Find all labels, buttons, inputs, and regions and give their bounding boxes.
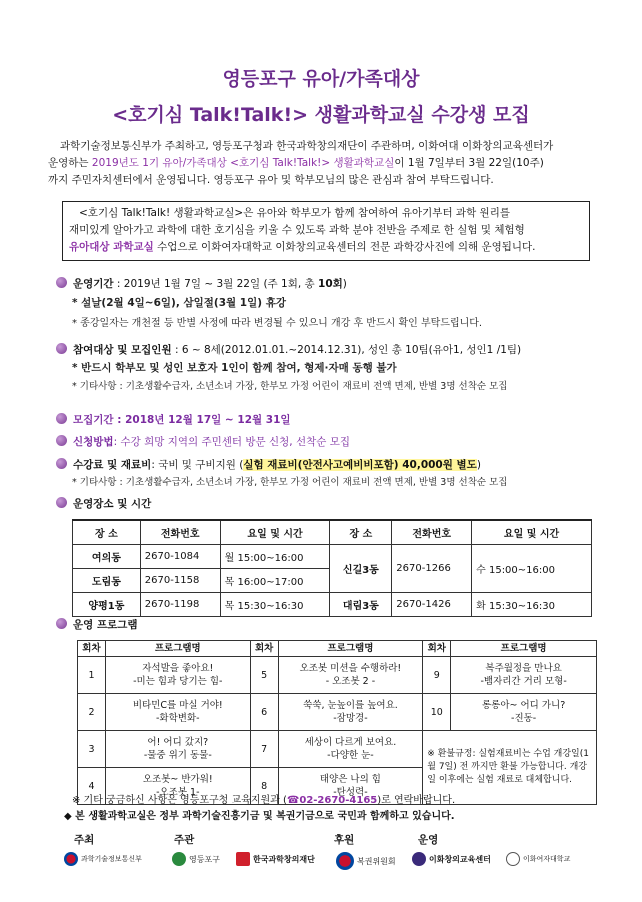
logo-text: 한국과학창의재단: [253, 854, 315, 864]
fee-value: : 국비 및 구비지원 (: [151, 459, 244, 471]
program-title: 오조봇~ 반가워!: [142, 774, 213, 785]
org-label-operator: 운영: [418, 834, 439, 846]
logo-msit: [64, 852, 142, 866]
program-number: 1: [78, 657, 106, 694]
venue-phone: 2670-1198: [140, 592, 220, 616]
program-cell: [278, 731, 423, 768]
program-subtitle: -진동-: [511, 713, 537, 724]
program-cell: [105, 731, 250, 768]
section-recruit: [56, 412, 291, 428]
venue-header: 요일 및 시간: [220, 520, 330, 544]
recruit-label: 모집기간: [73, 414, 114, 426]
bullet-icon: [56, 497, 67, 508]
program-title: 오조봇 미션을 수행하라!: [299, 663, 402, 674]
logo-ewha-univ: [506, 852, 570, 866]
intro-line2: [48, 155, 608, 172]
yeongdeungpo-logo-icon: [172, 852, 186, 866]
venue-place: 여의동: [73, 544, 141, 568]
program-header: 프로그램명: [278, 641, 423, 657]
contact-text-tail: )로 연락바랍니다.: [377, 795, 456, 806]
box-highlight: 유아대상 과학교실: [69, 241, 154, 253]
table-row: [78, 657, 597, 694]
section-fee: [56, 457, 481, 473]
venue-header-row: [73, 520, 592, 544]
program-subtitle: -오조봇 1-: [156, 787, 200, 798]
logo-kofac: [236, 852, 315, 866]
fee-highlight: 실험 재료비(안전사고예비비포함) 40,000원 별도: [243, 459, 477, 471]
period-note1: [72, 296, 286, 311]
program-subtitle: -뱀자리간 거리 모형-: [480, 676, 567, 687]
target-note1-text: * 반드시 학부모 및 성인 보호자 1인이 함께 참여, 형제·자매 동행 불가: [72, 362, 397, 374]
venue-time: 월 15:00~16:00: [220, 544, 330, 568]
org-label-organizer: 주관: [174, 834, 195, 846]
period-value: : 2019년 1월 7일 ~ 3월 22일 (주 1회, 총: [113, 278, 319, 290]
program-number: 3: [78, 731, 106, 768]
fee-close: ): [476, 459, 481, 471]
venue-header: 장 소: [330, 520, 392, 544]
program-cell: [105, 694, 250, 731]
section-venue: [56, 496, 151, 512]
msit-logo-icon: [64, 852, 78, 866]
program-cell: [278, 657, 423, 694]
target-value: : 6 ~ 8세(2012.01.01.~2014.12.31), 성인 총 10팀(유아1, 성인1 /1팀): [171, 344, 522, 356]
apply-value: : 수강 희망 지역의 주민센터 방문 신청, 선착순 모집: [113, 436, 351, 448]
table-row: [78, 694, 597, 731]
contact-text: ※ 기타 궁금하신 사항은 영등포구청 교육지원과 (: [72, 795, 287, 806]
logo-text: 영등포구: [189, 854, 220, 864]
ewha-center-logo-icon: [412, 852, 426, 866]
fee-note: * 기타사항 : 기초생활수급자, 소년소녀 가장, 한부모 가정 어린이 재료비 전액 면제, 반별 3명 선착순 모집: [72, 477, 508, 488]
section-apply: [56, 434, 350, 450]
contact-phone: ☎02-2670-4165: [286, 795, 378, 806]
venue-header: 요일 및 시간: [472, 520, 592, 544]
logo-text: 이화여자대학교: [523, 855, 571, 863]
section-program: [56, 617, 138, 633]
program-cell: [451, 657, 597, 694]
program-number: 4: [78, 768, 106, 805]
venue-place: 신길3동: [330, 544, 392, 592]
period-note1-text: * 설날(2월 4일~6일), 삼일절(3월 1일) 휴강: [72, 297, 286, 309]
logo-lottery: [336, 852, 396, 870]
intro-paragraph: [48, 138, 608, 189]
recruit-value: : 2018년 12월 17일 ~ 12월 31일: [113, 414, 291, 426]
section-period: [56, 276, 347, 292]
program-subtitle: - 오조봇 2 -: [325, 676, 376, 687]
venue-phone: 2670-1426: [392, 592, 472, 616]
box-line3-text: 수업으로 이화여자대학교 이화창의교육센터의 전문 과학강사진에 의해 운영됩니다.: [153, 241, 536, 253]
venue-phone: 2670-1084: [140, 544, 220, 568]
intro-highlight: 2019년도 1기 유아/가족대상 <호기심 Talk!Talk!> 생활과학교실: [91, 157, 395, 169]
page-title-line1: 영등포구 유아/가족대상: [222, 68, 420, 90]
apply-label: 신청방법: [73, 436, 114, 448]
venue-time: 화 15:30~16:30: [472, 592, 592, 616]
target-label: 참여대상 및 모집인원: [73, 344, 172, 356]
org-label-host: 주최: [74, 834, 95, 846]
program-title: 비타민C를 마실 거야!: [132, 700, 223, 711]
program-number: 5: [250, 657, 278, 694]
venue-time: 목 16:00~17:00: [220, 568, 330, 592]
section-target: [56, 342, 521, 358]
venue-label: 운영장소 및 시간: [73, 498, 152, 510]
target-note2: * 기타사항 : 기초생활수급자, 소년소녀 가장, 한부모 가정 어린이 재료비 전액 면제, 반별 3명 선착순 모집: [72, 381, 508, 392]
venue-place: 양평1동: [73, 592, 141, 616]
program-number: 7: [250, 731, 278, 768]
org-logos: [60, 852, 620, 874]
target-note1: [72, 361, 397, 376]
period-label: 운영기간: [73, 278, 114, 290]
logo-ewha-center: [412, 852, 491, 866]
intro-line3: 까지 주민자치센터에서 운영됩니다. 영등포구 유아 및 학부모님의 많은 관심과 참여 부탁드립니다.: [48, 174, 494, 186]
program-title: 자석발을 좋아요!: [142, 663, 214, 674]
program-number: 2: [78, 694, 106, 731]
table-row: [78, 731, 597, 768]
bullet-icon: [56, 413, 67, 424]
taegeuk-logo-icon: [336, 852, 354, 870]
program-header: 회차: [423, 641, 451, 657]
bullet-icon: [56, 618, 67, 629]
logo-text: 복권위원회: [357, 856, 396, 866]
venue-header: 전화번호: [140, 520, 220, 544]
program-subtitle: -잠망경-: [333, 713, 368, 724]
period-count: 10회: [318, 278, 343, 290]
venue-header: 장 소: [73, 520, 141, 544]
venue-time: 수 15:00~16:00: [472, 544, 592, 592]
venue-table: [72, 519, 592, 617]
program-subtitle: -미는 힘과 당기는 힘-: [133, 676, 223, 687]
contact-note: [72, 793, 455, 808]
bullet-icon: [56, 343, 67, 354]
page-title-line2: <호기심 Talk!Talk!> 생활과학교실 수강생 모집: [112, 104, 530, 126]
refund-policy: ※ 환불규정: 실험재료비는 수업 개강일(1월 7일) 전 까지만 환불 가능합니다. 개강일 이후에는 실험 재료로 대체합니다.: [423, 731, 597, 805]
program-header: 회차: [250, 641, 278, 657]
program-cell: [451, 694, 597, 731]
period-note2: * 종강일자는 개천절 등 반별 사정에 따라 변경될 수 있으니 개강 후 반드시 확인 부탁드립니다.: [72, 318, 483, 329]
program-cell: [278, 694, 423, 731]
fee-label: 수강료 및 재료비: [73, 459, 152, 471]
program-subtitle: -화학변화-: [156, 713, 200, 724]
venue-phone: 2670-1266: [392, 544, 472, 592]
program-number: 6: [250, 694, 278, 731]
program-title: 복주월정을 만나요: [485, 663, 562, 674]
program-title: 태양은 나의 힘: [319, 774, 381, 785]
intro-text: 운영하는: [48, 157, 92, 169]
program-header: 프로그램명: [451, 641, 597, 657]
venue-time: 목 15:30~16:30: [220, 592, 330, 616]
program-number: 9: [423, 657, 451, 694]
program-subtitle: -다양한 눈-: [327, 750, 374, 761]
table-row: [73, 592, 592, 616]
program-number: 10: [423, 694, 451, 731]
program-label: 운영 프로그램: [73, 619, 138, 631]
bullet-icon: [56, 458, 67, 469]
table-row: [73, 544, 592, 568]
program-header: 프로그램명: [105, 641, 250, 657]
kofac-logo-icon: [236, 852, 250, 866]
program-title: 세상이 다르게 보여요.: [304, 737, 397, 748]
box-line2: 재미있게 알아가고 과학에 대한 호기심을 키울 수 있도록 과학 분야 전반을 주제로 한 실험 및 체험형: [69, 224, 525, 236]
logo-text: 이화창의교육센터: [429, 854, 491, 864]
program-subtitle: -탄성력-: [333, 787, 368, 798]
logo-yeongdeungpo: [172, 852, 220, 866]
venue-place: 도림동: [73, 568, 141, 592]
logo-text: 과학기술정보통신부: [81, 855, 142, 863]
program-subtitle: -물중 위기 동물-: [143, 750, 212, 761]
org-label-sponsor: 후원: [334, 834, 355, 846]
bullet-icon: [56, 435, 67, 446]
ewha-univ-logo-icon: [506, 852, 520, 866]
intro-text-tail: 이 1월 7일부터 3월 22일(10주): [394, 157, 544, 169]
program-header: 회차: [78, 641, 106, 657]
program-title: 쑥쑥, 눈높이를 높여요.: [303, 700, 398, 711]
program-cell: [105, 657, 250, 694]
intro-line1: 과학기술정보통신부가 주최하고, 영등포구청과 한국과학창의재단이 주관하며, 이화여대 이화창의교육센터가: [60, 140, 554, 152]
program-title: 어! 어디 갔지?: [147, 737, 209, 748]
program-title: 롱롱아~ 어디 가니?: [481, 700, 566, 711]
venue-place: 대림3동: [330, 592, 392, 616]
venue-phone: 2670-1158: [140, 568, 220, 592]
program-number: 8: [250, 768, 278, 805]
bullet-icon: [56, 277, 67, 288]
venue-header: 전화번호: [392, 520, 472, 544]
description-box: [62, 201, 590, 261]
program-table: [77, 640, 597, 805]
period-close: ): [342, 278, 347, 290]
program-header-row: [78, 641, 597, 657]
fund-note: ◆ 본 생활과학교실은 정부 과학기술진흥기금 및 복권기금으로 국민과 함께하고 있습니다.: [64, 811, 455, 822]
box-line1: <호기심 Talk!Talk! 생활과학교실>은 유아와 학부모가 함께 참여하여 유아기부터 과학 원리를: [79, 207, 510, 219]
box-line3: [69, 239, 583, 256]
